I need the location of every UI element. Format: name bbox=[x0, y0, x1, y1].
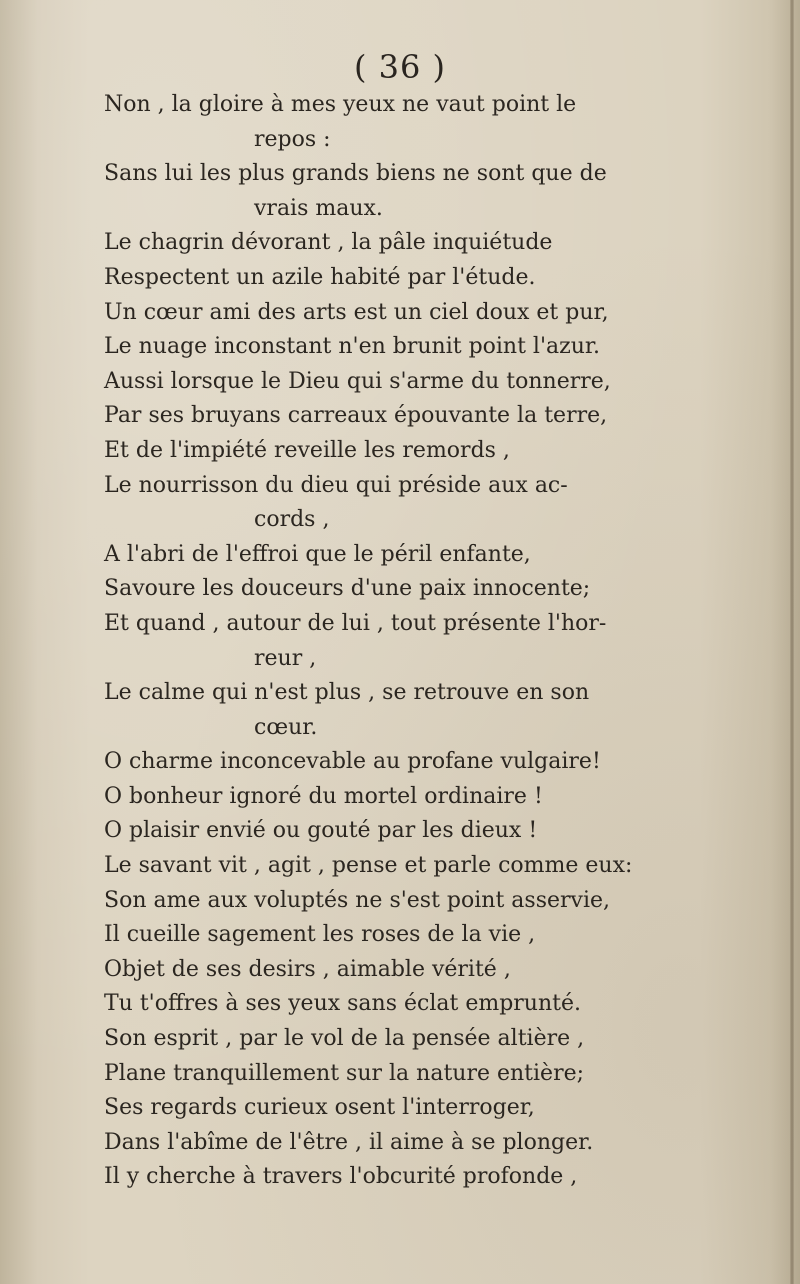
verse-line: Dans l'abîme de l'être , il aime à se plonger. bbox=[104, 1129, 594, 1155]
verse-line: Aussi lorsque le Dieu qui s'arme du tonnerre, bbox=[104, 368, 611, 394]
verse-line: Il cueille sagement les roses de la vie , bbox=[104, 922, 536, 948]
verse-line: O bonheur ignoré du mortel ordinaire ! bbox=[104, 783, 543, 809]
verse-line: A l'abri de l'effroi que le péril enfante, bbox=[104, 541, 531, 567]
verse-continuation-line: repos : bbox=[254, 126, 331, 152]
page-number: ( 36 ) bbox=[353, 48, 447, 86]
verse-line: Sans lui les plus grands biens ne sont que de bbox=[104, 161, 607, 187]
verse-continuation-line: cords , bbox=[254, 507, 330, 533]
verse-line: Le calme qui n'est plus , se retrouve en son bbox=[104, 680, 590, 706]
verse-line: Non , la gloire à mes yeux ne vaut point le bbox=[104, 92, 577, 117]
verse-line: Plane tranquillement sur la nature entière; bbox=[104, 1060, 585, 1086]
verse-line: Par ses bruyans carreaux épouvante la terre, bbox=[104, 403, 608, 429]
verse-line: Respectent un azile habité par l'étude. bbox=[104, 264, 536, 290]
verse-line: Le chagrin dévorant , la pâle inquiétude bbox=[104, 230, 553, 256]
verse-line: O charme inconcevable au profane vulgaire! bbox=[104, 749, 601, 775]
verse-line: Il y cherche à travers l'obcurité profonde , bbox=[104, 1164, 578, 1190]
verse-line: Objet de ses desirs , aimable vérité , bbox=[104, 956, 511, 982]
verse-line: Le nourrisson du dieu qui préside aux ac- bbox=[104, 472, 568, 498]
verse-line: Le savant vit , agit , pense et parle comme eux: bbox=[104, 853, 633, 879]
verse-line: Un cœur ami des arts est un ciel doux et pur, bbox=[104, 299, 609, 325]
poem-text bbox=[104, 88, 794, 1195]
verse-line: Et quand , autour de lui , tout présente l'hor- bbox=[104, 610, 607, 636]
verse-continuation-line: vrais maux. bbox=[254, 195, 383, 221]
verse-line: Et de l'impiété reveille les remords , bbox=[104, 437, 510, 463]
verse-line: Son esprit , par le vol de la pensée altière , bbox=[104, 1026, 585, 1052]
verse-continuation-line: reur , bbox=[254, 645, 317, 671]
verse-line: Savoure les douceurs d'une paix innocente; bbox=[104, 576, 591, 602]
verse-line: Son ame aux voluptés ne s'est point asservie, bbox=[104, 887, 610, 913]
verse-line: O plaisir envié ou gouté par les dieux ! bbox=[104, 818, 538, 844]
verse-line: Ses regards curieux osent l'interroger, bbox=[104, 1095, 535, 1121]
verse-continuation-line: cœur. bbox=[254, 714, 318, 740]
verse-line: Tu t'offres à ses yeux sans éclat emprunté. bbox=[104, 991, 581, 1017]
verse-line: Le nuage inconstant n'en brunit point l'azur. bbox=[104, 334, 600, 360]
